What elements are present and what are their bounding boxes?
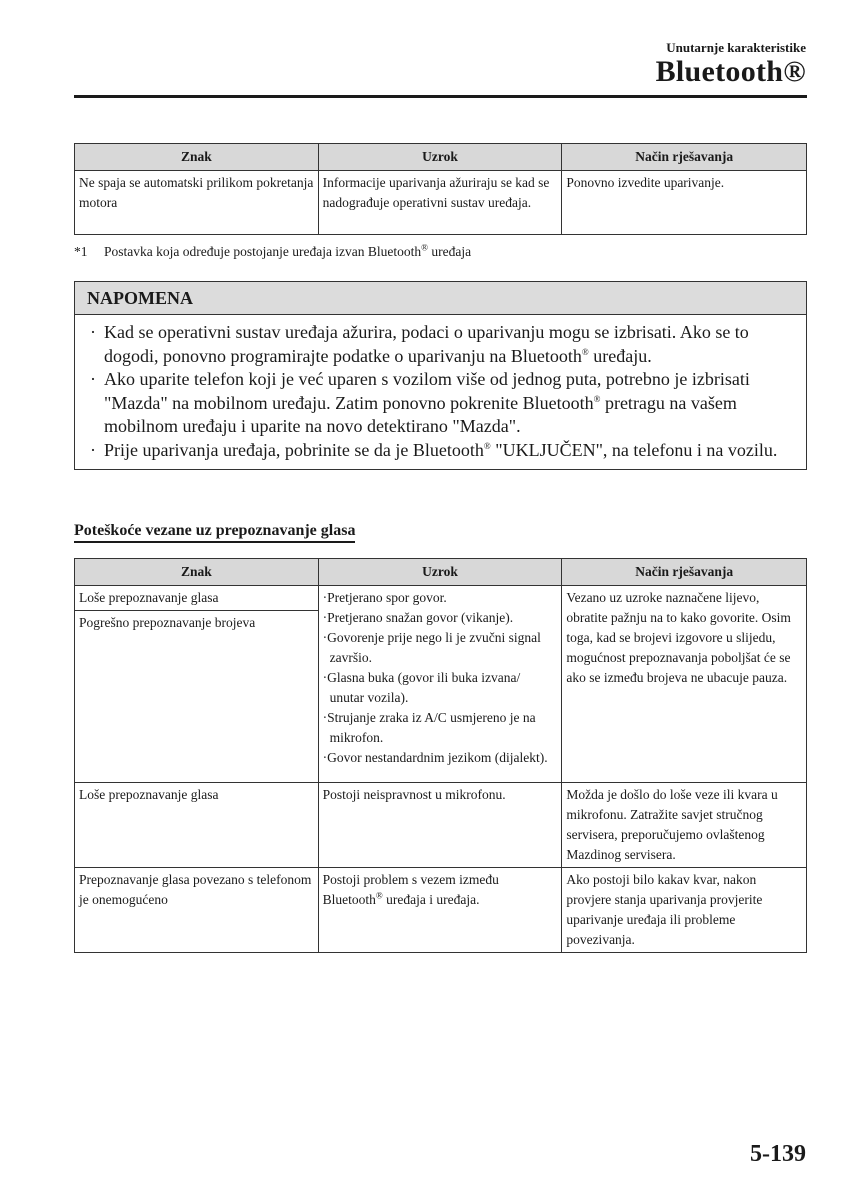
list-item: ·Govorenje prije nego li je zvučni signal završio. xyxy=(322,630,541,665)
table-cell-cause: Informacije uparivanja ažuriraju se kad se nadograđuje operativni sustav uređaja. xyxy=(318,171,562,235)
table-row xyxy=(75,586,807,611)
note-item-text: Prije uparivanja uređaja, pobrinite se da je Bluetooth® "UKLJUČEN", na telefonu i na vozilu. xyxy=(104,439,778,460)
table-header-row xyxy=(75,144,807,171)
list-item xyxy=(90,368,794,439)
list-item xyxy=(90,321,794,368)
note-item-text: Kad se operativni sustav uređaja ažurira, podaci o uparivanju mogu se izbrisati. Ako se to dogodi, ponovno programirajte podatke o uparivanju na Bluetooth® uređaju. xyxy=(104,322,749,366)
table-cell-solution: Vezano uz uzroke naznačene lijevo, obratite pažnju na to kako govorite. Osim toga, kad se brojevi izgovore u slijedu, mogućnost prepoznavanja poboljšat će se ako se između brojeva ne ubacuje pauza. xyxy=(562,586,807,783)
section-heading: Poteškoće vezane uz prepoznavanje glasa xyxy=(74,522,355,543)
page-number: 5-139 xyxy=(750,1141,806,1167)
table-row xyxy=(75,868,807,953)
table-cell-sign: Loše prepoznavanje glasa xyxy=(75,783,319,868)
footnote-mark: *1 xyxy=(74,244,88,259)
table-cell-sign: Loše prepoznavanje glasa xyxy=(75,586,319,611)
table-cell-sign: Pogrešno prepoznavanje brojeva xyxy=(75,611,319,783)
footnote-text-end: uređaja xyxy=(428,244,472,259)
column-header-cause: Uzrok xyxy=(318,144,562,171)
note-item-text: Ako uparite telefon koji je već uparen s vozilom više od jednog puta, potrebno je izbrisati "Mazda" na mobilnom uređaju. Zatim ponovno pokrenite Bluetooth® pretragu na vašem mobilnom uređaju i uparite na novo detektirano "Mazda". xyxy=(104,369,750,436)
footnote xyxy=(74,244,471,260)
note-box xyxy=(74,281,807,470)
table-cell-solution: Ponovno izvedite uparivanje. xyxy=(562,171,807,235)
table-cell-cause: Postoji problem s vezem između Bluetooth® uređaja i uređaja. xyxy=(318,868,562,953)
page-title: Bluetooth® xyxy=(655,55,806,88)
list-item: ·Strujanje zraka iz A/C usmjereno je na mikrofon. xyxy=(322,710,536,745)
list-item: ·Govor nestandardnim jezikom (dijalekt). xyxy=(322,750,548,765)
voice-recognition-table xyxy=(74,558,807,953)
note-title: NAPOMENA xyxy=(75,282,806,315)
cause-list xyxy=(323,588,558,768)
bullet-icon: · xyxy=(90,439,96,460)
column-header-cause: Uzrok xyxy=(318,559,562,586)
table-cell-cause xyxy=(318,586,562,783)
table-cell-solution: Ako postoji bilo kakav kvar, nakon provjere stanja uparivanja provjerite uparivanje uređaja ili probleme povezivanja. xyxy=(562,868,807,953)
table-cell-solution: Možda je došlo do loše veze ili kvara u mikrofonu. Zatražite savjet stručnog servisera, preporučujemo ovlaštenog Mazdinog servisera. xyxy=(562,783,807,868)
bullet-icon: · xyxy=(90,369,96,389)
list-item: ·Glasna buka (govor ili buka izvana/ unutar vozila). xyxy=(322,670,521,705)
column-header-sign: Znak xyxy=(75,144,319,171)
list-item: ·Pretjerano snažan govor (vikanje). xyxy=(322,610,514,625)
column-header-solution: Način rješavanja xyxy=(562,559,807,586)
header-divider xyxy=(74,95,807,98)
list-item xyxy=(90,439,794,463)
table-cell-cause: Postoji neispravnost u mikrofonu. xyxy=(318,783,562,868)
column-header-solution: Način rješavanja xyxy=(562,144,807,171)
bullet-icon: · xyxy=(90,322,96,342)
table-row xyxy=(75,783,807,868)
table-cell-sign: Prepoznavanje glasa povezano s telefonom je onemogućeno xyxy=(75,868,319,953)
registered-mark: ® xyxy=(421,242,429,253)
list-item: ·Pretjerano spor govor. xyxy=(322,590,447,605)
section-label: Unutarnje karakteristike xyxy=(666,40,806,55)
table-header-row xyxy=(75,559,807,586)
pairing-troubleshooting-table xyxy=(74,143,807,235)
note-list xyxy=(75,315,806,469)
footnote-text: Postavka koja određuje postojanje uređaja izvan Bluetooth xyxy=(104,244,422,259)
table-row xyxy=(75,171,807,235)
column-header-sign: Znak xyxy=(75,559,319,586)
table-cell-sign: Ne spaja se automatski prilikom pokretanja motora xyxy=(75,171,319,235)
